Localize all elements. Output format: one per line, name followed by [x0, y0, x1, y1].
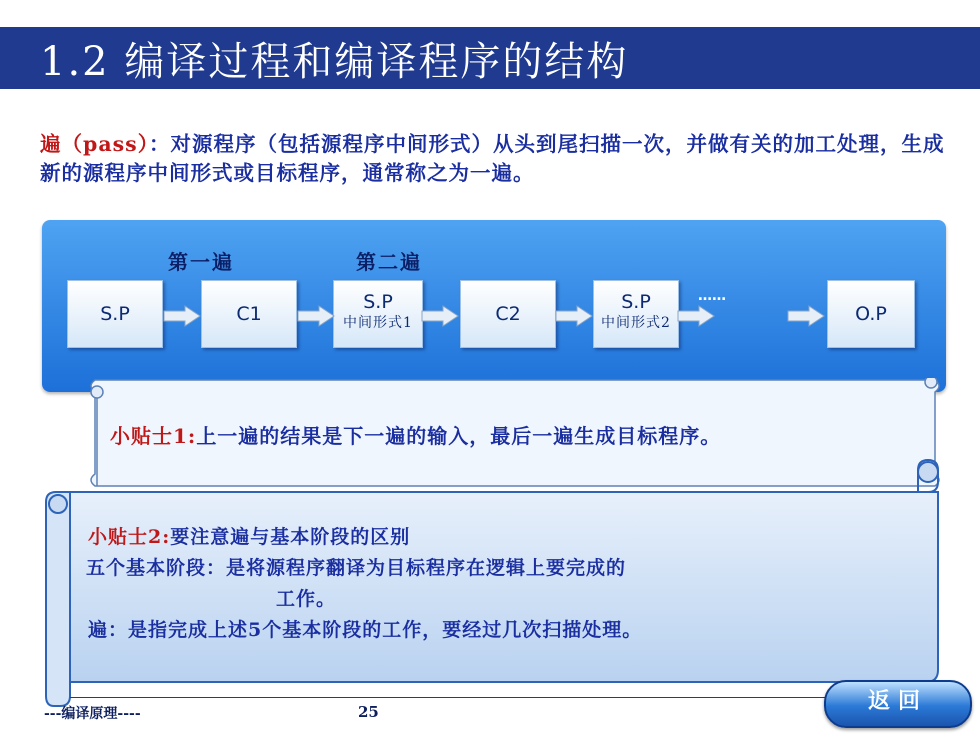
- pass2-label: 第二遍: [356, 250, 422, 274]
- node-label: C1: [236, 303, 262, 325]
- arrow-right-icon: [163, 305, 201, 327]
- title-bar: [0, 27, 980, 89]
- tip2-line4: 遍：是指完成上述5个基本阶段的工作，要经过几次扫描处理。: [88, 619, 643, 641]
- tip1-text: [110, 420, 721, 449]
- tip2-line3: 工作。: [276, 588, 337, 610]
- node-label: C2: [495, 303, 521, 325]
- node-label: S.P: [100, 303, 130, 325]
- tip2-line2: 五个基本阶段：是将源程序翻译为目标程序在逻辑上要完成的: [86, 557, 627, 579]
- ellipsis: ……: [698, 288, 726, 304]
- pass1-label: 第一遍: [168, 250, 234, 274]
- arrow-right-icon: [787, 305, 825, 327]
- tip2-line1: 要注意遍与基本阶段的区别: [170, 526, 411, 548]
- node-object-program: [827, 280, 915, 348]
- slide-title: 1.2 编译过程和编译程序的结构: [40, 39, 629, 85]
- footer-divider: [70, 697, 830, 698]
- node-intermediate-2: [593, 280, 679, 348]
- node-sublabel: 中间形式2: [601, 315, 671, 331]
- tip2-text: [88, 522, 642, 646]
- definition-term: 遍（pass）: [40, 132, 149, 156]
- tip1-body: 上一遍的结果是下一遍的输入，最后一遍生成目标程序。: [196, 424, 722, 448]
- node-compiler-1: [201, 280, 297, 348]
- node-source-program: [67, 280, 163, 348]
- back-button[interactable]: 返回: [824, 680, 972, 728]
- tip2-title: 小贴士2:: [88, 526, 171, 548]
- footer-course: ---编译原理----: [44, 706, 141, 722]
- arrow-right-icon: [677, 305, 715, 327]
- node-sublabel: 中间形式1: [343, 315, 413, 331]
- node-compiler-2: [460, 280, 556, 348]
- arrow-right-icon: [555, 305, 593, 327]
- page-number: 25: [358, 703, 379, 721]
- node-intermediate-1: [333, 280, 423, 348]
- arrow-right-icon: [297, 305, 335, 327]
- definition-text: ：对源程序（包括源程序中间形式）从头到尾扫描一次，并做有关的加工处理，生成新的源程序中间形式或目标程序，通常称之为一遍。: [40, 132, 945, 185]
- node-label: O.P: [855, 303, 887, 325]
- pass-definition: [40, 130, 950, 188]
- node-label: S.P: [363, 291, 393, 313]
- node-label: S.P: [621, 291, 651, 313]
- arrow-right-icon: [421, 305, 459, 327]
- tip1-title: 小贴士1:: [110, 424, 197, 448]
